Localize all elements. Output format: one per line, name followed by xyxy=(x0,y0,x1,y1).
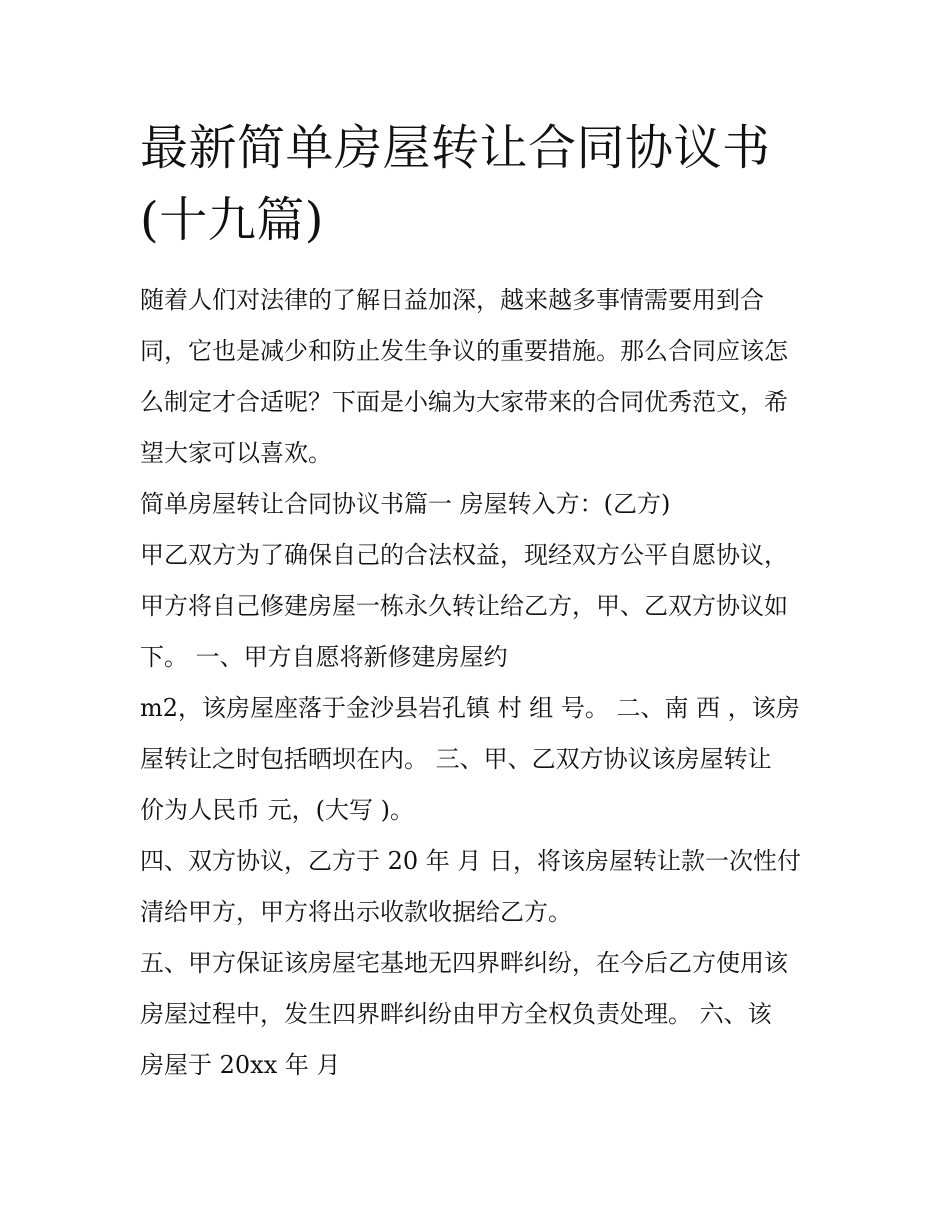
body-line: 房屋过程中，发生四界畔纠纷由甲方全权负责处理。 六、该 xyxy=(140,1000,772,1028)
body-line: 简单房屋转让合同协议书篇一 房屋转入方：(乙方) xyxy=(140,490,671,518)
body-line: 屋转让之时包括晒坝在内。 三、甲、乙双方协议该房屋转让 xyxy=(140,745,772,773)
body-line: 四、双方协议，乙方于 20 年 月 日，将该房屋转让款一次性付 xyxy=(140,847,802,875)
title-line-1: 最新简单房屋转让合同协议书 xyxy=(140,120,771,176)
body-line: 望大家可以喜欢。 xyxy=(140,439,332,467)
body-line: 房屋于 20xx 年 月 xyxy=(140,1051,341,1079)
body-line: 价为人民币 元，(大写 )。 xyxy=(140,796,414,824)
document-title xyxy=(140,112,840,256)
body-line: 清给甲方，甲方将出示收款收据给乙方。 xyxy=(140,898,572,926)
document-body xyxy=(140,275,820,1091)
body-line: m2，该房屋座落于金沙县岩孔镇 村 组 号。 二、南 西 ，该房 xyxy=(140,694,800,722)
title-line-2: (十九篇) xyxy=(140,192,324,248)
body-line: 下。 一、甲方自愿将新修建房屋约 xyxy=(140,643,508,671)
body-line: 同，它也是减少和防止发生争议的重要措施。那么合同应该怎 xyxy=(140,337,788,365)
body-line: 五、甲方保证该房屋宅基地无四界畔纠纷，在今后乙方使用该 xyxy=(140,949,788,977)
body-line: 随着人们对法律的了解日益加深，越来越多事情需要用到合 xyxy=(140,286,764,314)
body-line: 甲方将自己修建房屋一栋永久转让给乙方，甲、乙双方协议如 xyxy=(140,592,788,620)
body-line: 甲乙双方为了确保自己的合法权益，现经双方公平自愿协议， xyxy=(140,541,788,569)
body-line: 么制定才合适呢？下面是小编为大家带来的合同优秀范文，希 xyxy=(140,388,788,416)
